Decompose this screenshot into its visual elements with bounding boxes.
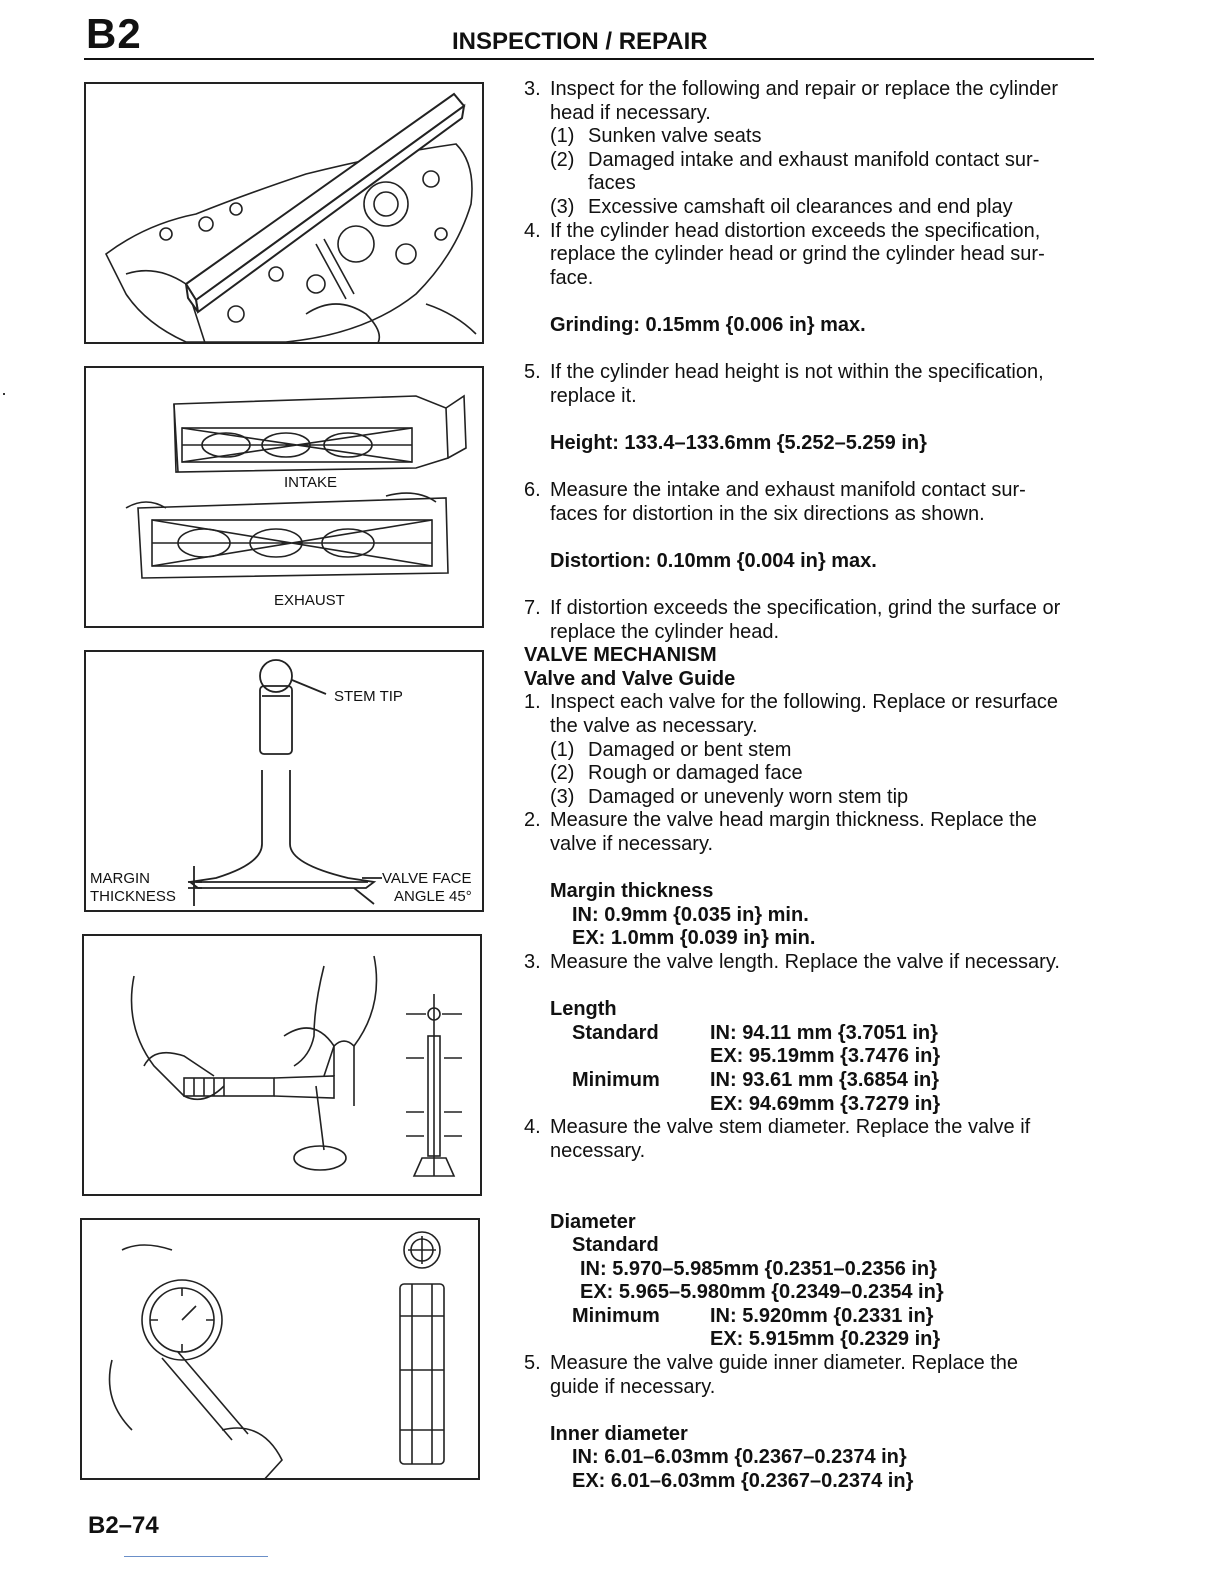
spec-row <box>524 1069 1094 1093</box>
step-text: head if necessary. <box>550 101 711 124</box>
figure-bore-gauge <box>80 1218 480 1480</box>
valve-step-4 <box>524 1116 1094 1352</box>
manifold-illustration <box>86 368 484 628</box>
stem-tip-label: STEM TIP <box>334 688 403 705</box>
figure-micrometer <box>82 934 482 1196</box>
step-text: Inspect each valve for the following. Replace or resurface <box>550 691 1059 714</box>
spec-row <box>524 1305 1094 1329</box>
spec-title: Margin thickness <box>550 880 714 903</box>
spec-value: IN: 94.11 mm {3.7051 in} <box>710 1021 938 1044</box>
step-number: 3. <box>524 950 541 973</box>
spec-value: IN: 0.9mm {0.035 in} min. <box>572 903 809 926</box>
spec-row <box>524 1045 1094 1069</box>
item-number: (2) <box>550 762 575 785</box>
item-text: Damaged or unevenly worn stem tip <box>588 785 909 808</box>
step-text: Measure the valve guide inner diameter. Replace the <box>550 1352 1019 1375</box>
step-7 <box>524 597 1094 644</box>
spec-row <box>524 1328 1094 1352</box>
spec-distortion: Distortion: 0.10mm {0.004 in} max. <box>550 549 877 572</box>
spec-value: EX: 94.69mm {3.7279 in} <box>710 1092 941 1115</box>
section-heading: VALVE MECHANISM <box>524 644 717 667</box>
step-text: replace it. <box>550 384 637 407</box>
step-number: 4. <box>524 219 541 242</box>
list-item <box>524 762 1094 786</box>
step-text: If distortion exceeds the specification, grind the surface or <box>550 597 1061 620</box>
step-number: 5. <box>524 361 541 384</box>
step-text: Measure the valve length. Replace the valve if necessary. <box>550 950 1060 973</box>
step-3 <box>524 78 1094 220</box>
step-text: face. <box>550 266 594 289</box>
spec-title: Diameter <box>550 1210 636 1233</box>
spec-value: EX: 5.915mm {0.2329 in} <box>710 1328 941 1351</box>
step-5 <box>524 361 1094 479</box>
spec-label <box>524 1045 710 1069</box>
step-number: 1. <box>524 691 541 714</box>
step-text: guide if necessary. <box>550 1375 716 1398</box>
margin-label-1: MARGIN <box>90 870 150 887</box>
page-title: INSPECTION / REPAIR <box>452 28 708 55</box>
scan-speck <box>3 393 5 395</box>
spec-value: IN: 5.970–5.985mm {0.2351–0.2356 in} <box>580 1257 937 1280</box>
step-text: faces for distortion in the six directions as shown. <box>550 502 985 525</box>
bore-gauge-illustration <box>82 1220 480 1480</box>
step-text: Measure the valve stem diameter. Replace the valve if <box>550 1116 1031 1139</box>
step-4 <box>524 220 1094 362</box>
item-text: faces <box>588 172 636 195</box>
item-text: Rough or damaged face <box>588 762 803 785</box>
spec-value: EX: 6.01–6.03mm {0.2367–0.2374 in} <box>572 1470 914 1493</box>
item-number: (3) <box>550 785 575 808</box>
valve-face-label-1: VALVE FACE <box>382 870 472 887</box>
item-text: Damaged intake and exhaust manifold contact sur- <box>588 148 1040 171</box>
step-text: If the cylinder head height is not within the specification, <box>550 361 1044 384</box>
step-number: 3. <box>524 78 541 100</box>
step-number: 7. <box>524 597 541 620</box>
step-text: If the cylinder head distortion exceeds the specification, <box>550 219 1041 242</box>
figure-straightedge <box>84 82 484 344</box>
item-text: Excessive camshaft oil clearances and end play <box>588 195 1013 218</box>
list-item <box>524 196 1094 220</box>
list-item <box>524 149 1094 173</box>
spec-title: Inner diameter <box>550 1422 688 1445</box>
item-number: (1) <box>550 125 575 148</box>
figure-manifold-surfaces <box>84 366 484 628</box>
spec-label: Standard <box>572 1021 659 1044</box>
valve-step-1 <box>524 691 1094 809</box>
margin-label-2: THICKNESS <box>90 888 176 905</box>
spec-value: IN: 5.920mm {0.2331 in} <box>710 1304 934 1327</box>
list-item <box>524 739 1094 763</box>
list-item-cont <box>524 172 1094 196</box>
item-number: (1) <box>550 738 575 761</box>
valve-face-label-2: ANGLE 45° <box>394 888 472 905</box>
list-item <box>524 125 1094 149</box>
spec-label: Minimum <box>572 1068 660 1091</box>
valve-step-2 <box>524 809 1094 951</box>
list-item <box>524 786 1094 810</box>
spec-value: EX: 1.0mm {0.039 in} min. <box>572 927 816 950</box>
item-text: Damaged or bent stem <box>588 738 792 761</box>
section-code: B2 <box>86 10 142 57</box>
spec-value: EX: 5.965–5.980mm {0.2349–0.2354 in} <box>580 1281 944 1304</box>
spec-label: Standard <box>572 1234 659 1257</box>
micrometer-illustration <box>84 936 482 1196</box>
step-text: replace the cylinder head. <box>550 620 780 643</box>
spec-label: Minimum <box>572 1304 660 1327</box>
spec-value: EX: 95.19mm {3.7476 in} <box>710 1045 941 1068</box>
step-text: Inspect for the following and repair or replace the cylinder <box>550 78 1059 100</box>
item-number: (3) <box>550 195 575 218</box>
step-text: replace the cylinder head or grind the cylinder head sur- <box>550 243 1045 266</box>
figure-valve <box>84 650 484 912</box>
spec-grinding: Grinding: 0.15mm {0.006 in} max. <box>550 313 866 336</box>
procedure-text <box>524 78 1094 1494</box>
valve-step-5 <box>524 1352 1094 1494</box>
valve-step-3 <box>524 951 1094 1116</box>
spec-value: IN: 93.61 mm {3.6854 in} <box>710 1068 940 1091</box>
spec-row <box>524 1022 1094 1046</box>
step-number: 2. <box>524 809 541 832</box>
step-text: necessary. <box>550 1139 646 1162</box>
header-rule <box>84 58 1094 60</box>
step-text: valve if necessary. <box>550 833 714 855</box>
spec-height: Height: 133.4–133.6mm {5.252–5.259 in} <box>550 431 927 454</box>
step-number: 6. <box>524 479 541 502</box>
page-number: B2–74 <box>88 1512 159 1539</box>
step-text: the valve as necessary. <box>550 715 758 738</box>
item-text: Sunken valve seats <box>588 125 762 148</box>
footer-line <box>124 1556 268 1557</box>
step-6 <box>524 479 1094 597</box>
spec-label <box>524 1093 710 1117</box>
spec-value: IN: 6.01–6.03mm {0.2367–0.2374 in} <box>572 1446 907 1469</box>
step-number: 4. <box>524 1116 541 1139</box>
step-text: Measure the valve head margin thickness. Replace the <box>550 809 1037 832</box>
straightedge-illustration <box>86 84 484 344</box>
spec-row <box>524 1093 1094 1117</box>
exhaust-label: EXHAUST <box>274 592 345 609</box>
subsection-heading: Valve and Valve Guide <box>524 667 736 690</box>
item-number: (2) <box>550 148 575 171</box>
spec-title: Length <box>550 998 617 1021</box>
step-text: Measure the intake and exhaust manifold contact sur- <box>550 479 1026 502</box>
step-number: 5. <box>524 1352 541 1375</box>
intake-label: INTAKE <box>284 474 338 491</box>
